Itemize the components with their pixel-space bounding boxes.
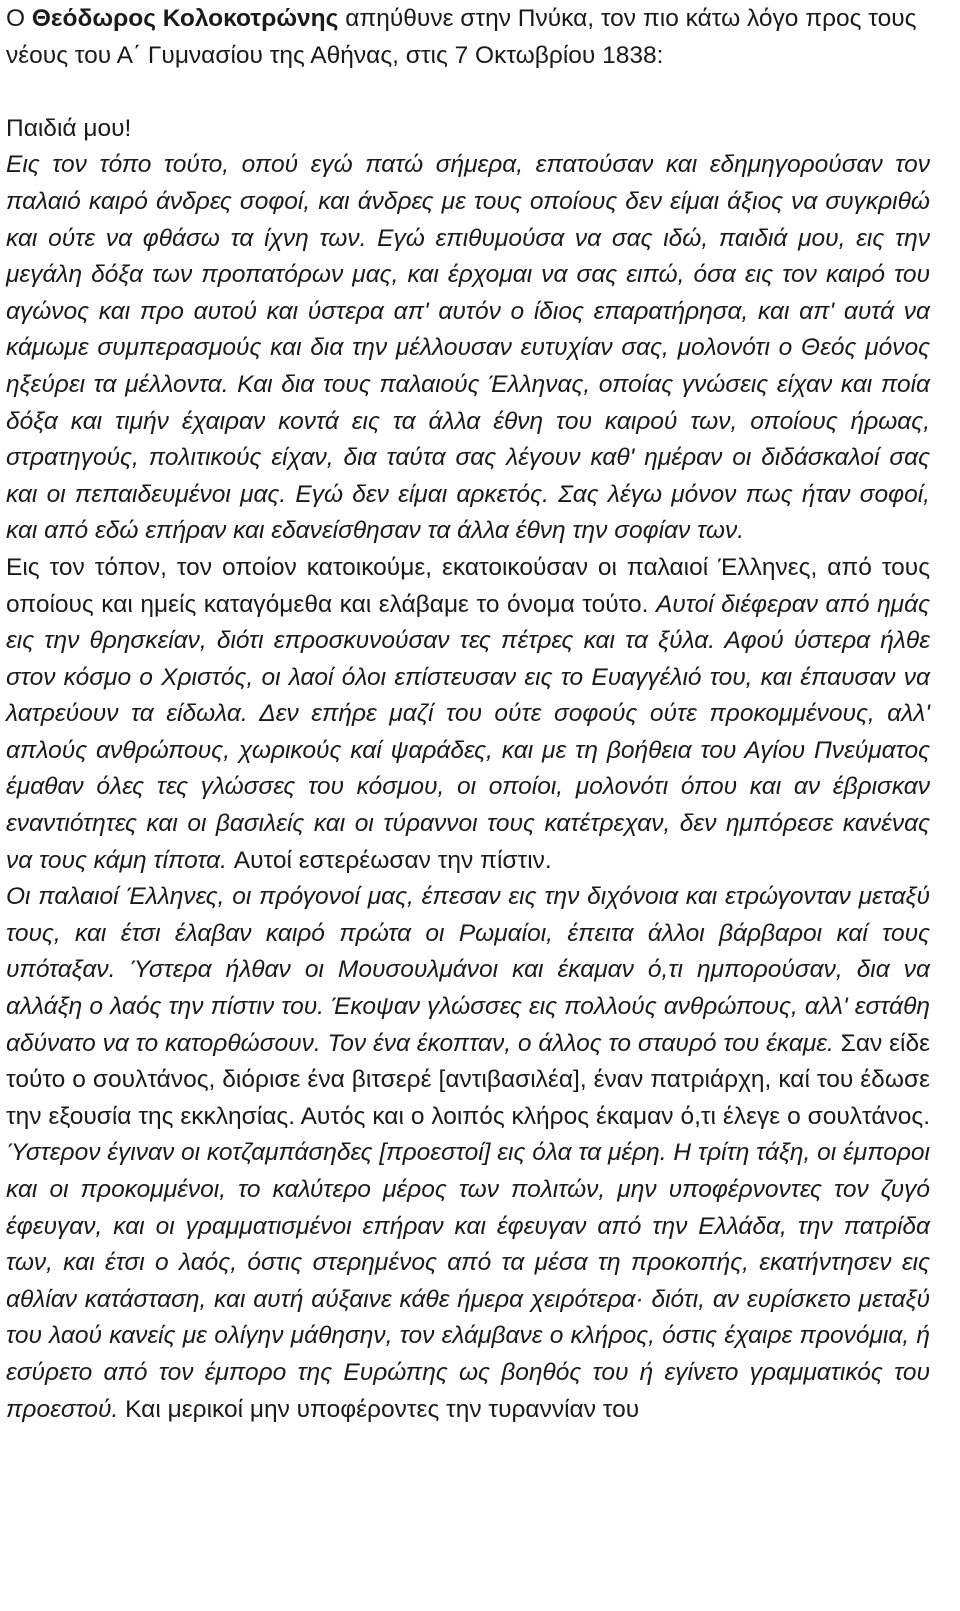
sentence: Ύστερα ήλθαν οι Μουσουλμάνοι και έκαμαν ό,τι ημπορούσαν, δια να αλλάξη ο λαός την πίστιν του. [6, 956, 930, 1021]
sentence: Εις τον τόπον, τον οποίον κατοικούμε, εκατοικούσαν οι παλαιοί Έλληνες, από τους οποίους και ημείς καταγόμεθα και ελάβαμε το όνομα τούτο. [6, 553, 930, 618]
document-page [6, 0, 930, 1428]
speech-greeting: Παιδιά μου! [6, 114, 132, 142]
sentence: Ύστερον έγιναν οι κοτζαμπάσηδες [προεστοί] εις όλα τα μέρη. [6, 1139, 674, 1167]
speech-paragraph-2 [6, 550, 930, 879]
sentence: Οι παλαιοί Έλληνες, οι πρόγονοί μας, έπεσαν εις την διχόνοια και ετρώγονταν μεταξύ τους, και έτσι έλαβαν καιρό πρώτα οι Ρωμαίοι, έπειτα άλλοι βάρβαροι καί τους υπόταξαν. [6, 883, 930, 984]
intro-paragraph [6, 1, 930, 74]
sentence: Σαν είδε τούτο ο σουλτάνος, διόρισε ένα βιτσερέ [αντιβασιλέα], έναν πατριάρχη, καί του έδωσε την εξουσία της εκκλησίας. [6, 1029, 931, 1130]
speaker-name: Θεόδωρος Κολοκοτρώνης [31, 5, 339, 32]
intro-rest: απηύθυνε στην Πνύκα, τον πιο κάτω λόγο προς τους νέους του Α΄ Γυμνασίου της Αθήνας, στις 7 Οκτωβρίου 1838: [6, 5, 917, 69]
sentence: Και δια τους παλαιούς Έλληνας, οποίας γνώσεις είχαν και ποία δόξα και τιμήν έχαιραν κοντά εις τα άλλα έθνη του καιρού των, οποίους ήρωας, στρατηγούς, πολιτικούς είχαν, δια ταύτα σας λέγουν καθ' ημέραν οι διδάσκαλοί σας και οι πεπαιδευμένοι μας. [6, 370, 930, 508]
speech-paragraph-3 [6, 879, 930, 1428]
sentence: Έκοψαν γλώσσες εις πολλούς ανθρώπους, αλλ' εστάθη αδύνατο να το κατορθώσουν. [6, 993, 930, 1057]
sentence: Αυτοί διέφεραν από ημάς εις την θρησκείαν, διότι επροσκυνούσαν τες πέτρες και τα ξύλα. [6, 590, 930, 655]
sentence: Εις τον τόπο τούτο, οπού εγώ πατώ σήμερα, επατούσαν και εδημηγορούσαν τον παλαιό καιρό άνδρες σοφοί, και άνδρες με τους οποίους δεν είμαι άξιος να συγκριθώ και ούτε να φθάσω τα ίχνη των. [6, 151, 930, 252]
sentence: Σας λέγω μόνον πως ήταν σοφοί, και από εδώ επήραν και εδανείσθησαν τα άλλα έθνη την σοφίαν των. [6, 480, 930, 545]
sentence: Δεν επήρε μαζί του ούτε σοφούς ούτε προκομμένους, αλλ' απλούς ανθρώπους, χωρικούς καί ψαράδες, και με τη βοήθεια του Αγίου Πνεύματος έμαθαν όλες τες γλώσσες του κόσμου, οι οποίοι, μολονότι όπου και αν έβρισκαν εναντιότητες και οι βασιλείς και οι τύραννοι τους κατέτρεχαν, δεν ημπόρεσε κανένας να τους κάμη τίποτα. [6, 700, 930, 874]
sentence: Αυτοί εστερέωσαν την πίστιν. [233, 846, 552, 874]
sentence: Η τρίτη τάξη, οι έμποροι και οι προκομμένοι, το καλύτερο μέρος των πολιτών, μην υποφέρνοντες τον ζυγό έφευγαν, και οι γραμματισμένοι επήραν και έφευγαν από την Ελλάδα, την πατρίδα των, και έτσι ο λαός, όστις στερημένος από τα μέσα τη προκοπής, εκατήντησεν εις αθλίαν κατάσταση, και αυτή αύξαινε κάθε ήμερα χειρότερα· διότι, αν ευρίσκετο μεταξύ του λαού κανείς με ολίγην μάθησην, τον ελάμβανε ο κλήρος, όστις έχαιρε προνόμια, ή εσύρετο από τον έμπορο της Ευρώπης ως βοηθός του ή εγίνετο γραμματικός του προεστού. [6, 1139, 930, 1423]
blank-line [6, 74, 930, 111]
sentence: Αυτός και ο λοιπός κλήρος έκαμαν ό,τι έλεγε ο σουλτάνος. [300, 1102, 930, 1130]
intro-prefix: Ο [6, 5, 32, 32]
sentence: Τον ένα έκοπταν, ο άλλος το σταυρό του έκαμε. [327, 1029, 841, 1057]
sentence: Εγώ δεν είμαι αρκετός. [295, 480, 559, 508]
sentence: Και μερικοί μην υποφέροντες την τυραννίαν του [125, 1395, 640, 1423]
sentence: Αφού ύστερα ήλθε στον κόσμο ο Χριστός, οι λαοί όλοι επίστευσαν εις το Ευαγγέλιό του, και έπαυσαν να λατρεύουν τα είδωλα. [6, 627, 930, 728]
speech-paragraph-1 [6, 147, 930, 550]
sentence: Εγώ επιθυμούσα να σας ιδώ, παιδιά μου, εις την μεγάλη δόξα των προπατόρων μας, και έρχομαι να σας ειπώ, όσα εις τον καιρό του αγώνος και προ αυτού και ύστερα απ' αυτόν ο ίδιος επαρατήρησα, και απ' αυτά να κάμωμε συμπερασμούς και δια την μέλλουσαν ευτυχίαν σας, μολονότι ο Θεός μόνος ηξεύρει τα μέλλοντα. [6, 224, 930, 398]
